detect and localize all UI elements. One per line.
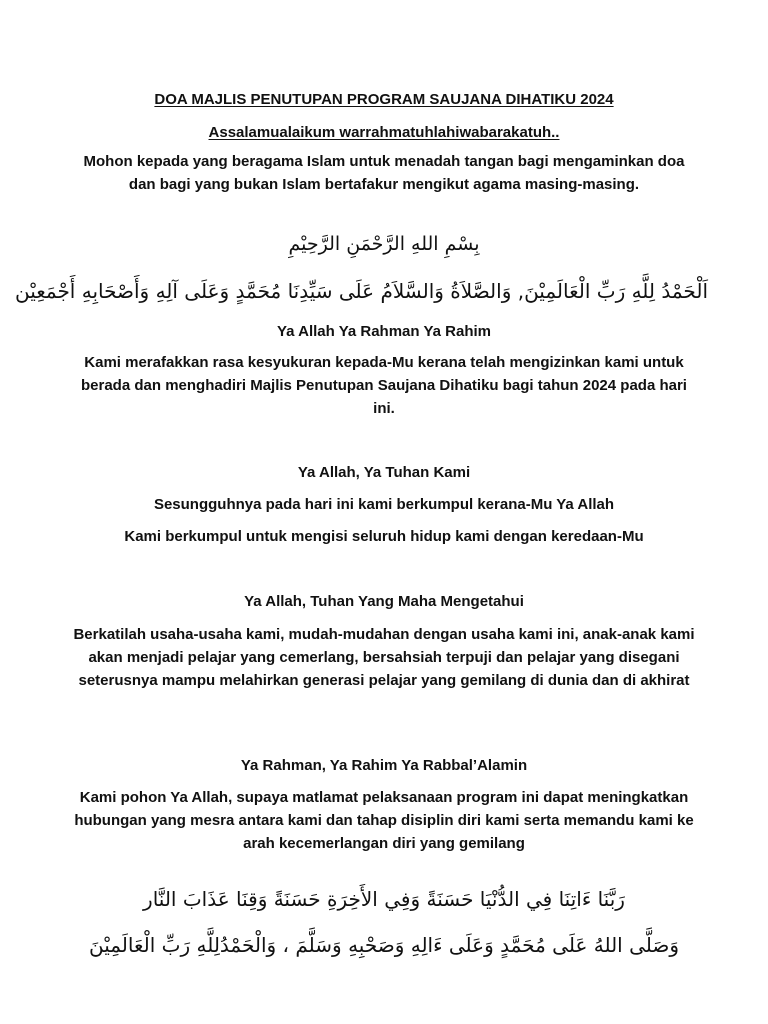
invocation-heading-1: Ya Allah Ya Rahman Ya Rahim <box>277 323 491 340</box>
closing-prayer-2: وَصَلَّى اللهُ عَلَى مُحَمَّدٍ وَعَلَى ءَالِهِ وَصَحْبِهِ وَسَلَّمَ ، وَالْحَمْدُلِلَّهِ رَبِّ الْعَالَمِيْنَ <box>88 933 680 957</box>
paragraph-2a: Sesungguhnya pada hari ini kami berkumpul kerana-Mu Ya Allah <box>153 496 615 513</box>
paragraph-3: Berkatilah usaha-usaha kami, mudah-mudahan dengan usaha kami ini, anak-anak kami akan menjadi pelajar yang cemerlang, bersahsiah terpuji dan pelajar yang disegani seterusnya mampu melahirkan generasi pelajar yang gemilang di dunia dan di akhirat <box>73 626 695 689</box>
invocation-heading-2: Ya Allah, Ya Tuhan Kami <box>297 464 471 481</box>
paragraph-2b: Kami berkumpul untuk mengisi seluruh hidup kami dengan keredaan-Mu <box>124 528 644 545</box>
invocation-heading-3: Ya Allah, Tuhan Yang Maha Mengetahui <box>244 593 524 610</box>
intro-paragraph: Mohon kepada yang beragama Islam untuk menadah tangan bagi mengaminkan doa dan bagi yang bukan Islam bertafakur mengikut agama masing-masing. <box>83 153 685 193</box>
hamdalah: اَلْحَمْدُ لِلَّهِ رَبِّ الْعَالَمِيْنَ, وَالصَّلاَةُ وَالسَّلاَمُ عَلَى سَيِّدِنَا مُحَمَّدٍ وَعَلَى آلِهِ وَأَصْحَابِهِ أَجْمَعِيْن <box>14 279 708 303</box>
closing-prayer-1: رَبَّنَا ءَاتِنَا فِي الدُّنْيَا حَسَنَةً وَفِي الأَخِرَةِ حَسَنَةً وَقِنَا عَذَابَ النَّار <box>143 887 625 911</box>
document-title: DOA MAJLIS PENUTUPAN PROGRAM SAUJANA DIHATIKU 2024 <box>154 91 614 108</box>
invocation-heading-4: Ya Rahman, Ya Rahim Ya Rabbal’Alamin <box>240 757 528 774</box>
basmalah: بِسْمِ اللهِ الرَّحْمَنِ الرَّحِيْمِ <box>288 233 480 255</box>
paragraph-4: Kami pohon Ya Allah, supaya matlamat pelaksanaan program ini dapat meningkatkan hubungan yang mesra antara kami dan tahap disiplin diri kami serta memandu kami ke arah kecemerlangan diri yang gemilang <box>74 789 694 852</box>
paragraph-1: Kami merafakkan rasa kesyukuran kepada-Mu kerana telah mengizinkan kami untuk berada dan menghadiri Majlis Penutupan Saujana Dihatiku bagi tahun 2024 pada hari ini. <box>81 354 687 417</box>
greeting: Assalamualaikum warrahmatuhlahiwabarakatuh.. <box>208 124 560 141</box>
